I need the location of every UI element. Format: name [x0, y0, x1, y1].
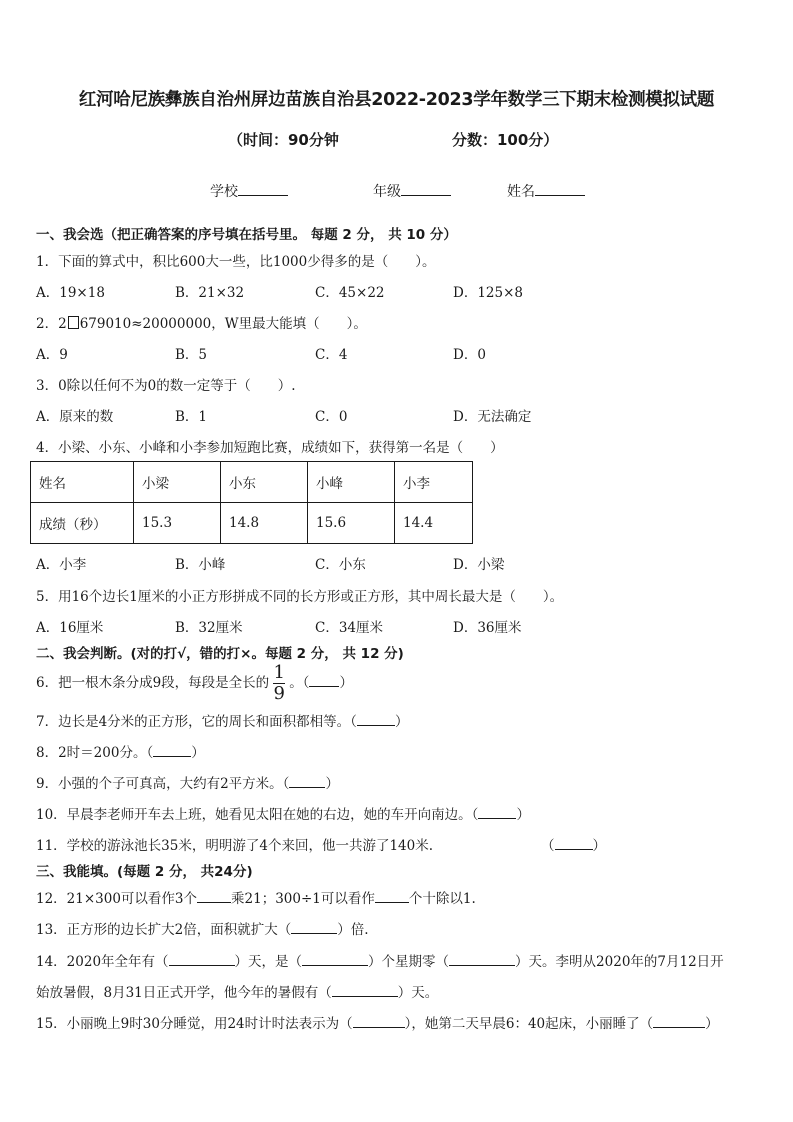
q9-answer-blank[interactable] — [289, 774, 325, 788]
q8-close: ） — [191, 745, 205, 761]
q12-text: 个十除以1. — [408, 891, 476, 907]
q1-option-c[interactable]: C．45×22 — [315, 285, 385, 301]
q4-option-a[interactable]: A．小李 — [36, 557, 87, 573]
q12-blank-2[interactable] — [375, 889, 409, 903]
school-field — [210, 181, 288, 201]
q9-text: 9．小强的个子可真高，大约有2平方米。（ — [36, 776, 290, 792]
q2-prefix: 2．2 — [36, 316, 67, 332]
q14-blank-4[interactable] — [332, 983, 398, 997]
q11-answer-blank[interactable] — [555, 836, 593, 850]
q10-text: 10．早晨李老师开车去上班，她看见太阳在她的右边，她的车开向南边。（ — [36, 807, 479, 823]
q2-suffix: 679010≈20000000，W里最大能填（ ）。 — [79, 316, 367, 332]
table-cell: 小梁 — [134, 462, 221, 503]
table-cell: 15.6 — [308, 503, 395, 544]
grade-blank[interactable] — [401, 182, 451, 196]
q3-option-d[interactable]: D．无法确定 — [453, 409, 532, 425]
q6-close: ） — [339, 675, 353, 691]
q7-close: ） — [394, 714, 409, 730]
exam-score: 分数：100分） — [452, 131, 559, 149]
q15-text: ），她第二天早晨6：40起床，小丽睡了（ — [404, 1016, 654, 1032]
q6-open: 。（ — [289, 675, 310, 691]
q10-answer-blank[interactable] — [478, 805, 516, 819]
table-cell: 小李 — [395, 462, 473, 503]
table-cell: 14.8 — [221, 503, 308, 544]
school-label: 学校 — [210, 184, 238, 200]
q1-option-b[interactable]: B．21×32 — [175, 285, 245, 301]
question-6 — [36, 664, 353, 703]
question-13 — [36, 918, 369, 938]
q7-text: 7．边长是4分米的正方形，它的周长和面积都相等。（ — [36, 714, 357, 730]
q12-text: 乘21；300÷1可以看作 — [231, 891, 375, 907]
q2-option-c[interactable]: C．4 — [315, 347, 348, 363]
q8-answer-blank[interactable] — [153, 743, 191, 757]
q11-open: （ — [541, 838, 555, 854]
question-14 — [36, 950, 724, 970]
section-1-heading: 一、我会选（把正确答案的序号填在括号里。 每题 2 分， 共 10 分） — [36, 227, 457, 243]
question-3: 3．0除以任何不为0的数一定等于（ ）. — [36, 378, 296, 394]
q3-option-c[interactable]: C．0 — [315, 409, 348, 425]
name-blank[interactable] — [535, 182, 585, 196]
q14-text: 始放暑假，8月31日正式开学，他今年的暑假有（ — [36, 985, 332, 1001]
q4-option-c[interactable]: C．小东 — [315, 557, 366, 573]
table-cell: 小东 — [221, 462, 308, 503]
q3-option-a[interactable]: A．原来的数 — [36, 409, 114, 425]
exam-title: 红河哈尼族彝族自治州屏边苗族自治县2022-2023学年数学三下期末检测模拟试题 — [78, 90, 715, 110]
question-7 — [36, 710, 408, 730]
q4-option-d[interactable]: D．小梁 — [453, 557, 505, 573]
question-1: 1．下面的算式中，积比600大一些，比1000少得多的是（ ）。 — [36, 254, 436, 270]
fraction — [273, 664, 285, 703]
q14-blank-2[interactable] — [302, 952, 368, 966]
q1-option-a[interactable]: A．19×18 — [36, 285, 105, 301]
q2-option-d[interactable]: D．0 — [453, 347, 486, 363]
results-table — [30, 461, 473, 544]
table-cell: 小峰 — [308, 462, 395, 503]
table-cell: 15.3 — [134, 503, 221, 544]
question-10 — [36, 803, 530, 823]
name-label: 姓名 — [507, 184, 535, 200]
question-11: 11．学校的游泳池长35米，明明游了4个来回，他一共游了140米. — [36, 838, 434, 854]
section-2-heading: 二、我会判断。(对的打√，错的打×。每题 2 分， 共 12 分) — [36, 646, 404, 662]
q14-text: ）天。 — [397, 985, 439, 1001]
q15-blank-1[interactable] — [353, 1014, 405, 1028]
name-field — [507, 181, 585, 201]
q3-option-b[interactable]: B．1 — [175, 409, 208, 425]
q4-option-b[interactable]: B．小峰 — [175, 557, 226, 573]
q6-answer-blank[interactable] — [309, 673, 339, 687]
question-8 — [36, 741, 205, 761]
grade-label: 年级 — [373, 184, 401, 200]
q12-text: 12．21×300可以看作3个 — [36, 891, 198, 907]
question-2 — [36, 312, 367, 332]
q15-text: 15．小丽晚上9时30分睡觉，用24时计时法表示为（ — [36, 1016, 353, 1032]
q7-answer-blank[interactable] — [357, 712, 395, 726]
table-cell: 14.4 — [395, 503, 473, 544]
table-row — [31, 503, 473, 544]
question-12 — [36, 887, 476, 907]
q14-blank-1[interactable] — [169, 952, 235, 966]
table-cell: 成绩（秒） — [31, 503, 134, 544]
q14-blank-3[interactable] — [449, 952, 515, 966]
q12-blank-1[interactable] — [197, 889, 231, 903]
blank-box-icon — [68, 316, 79, 329]
question-9 — [36, 772, 339, 792]
fraction-numerator: 1 — [273, 662, 285, 683]
q14-text: 14．2020年全年有（ — [36, 954, 169, 970]
q5-option-b[interactable]: B．32厘米 — [175, 620, 243, 636]
school-blank[interactable] — [238, 182, 288, 196]
q1-option-d[interactable]: D．125×8 — [453, 285, 523, 301]
section-3-heading: 三、我能填。(每题 2 分， 共24分) — [36, 864, 253, 880]
q2-option-b[interactable]: B．5 — [175, 347, 208, 363]
q5-option-d[interactable]: D．36厘米 — [453, 620, 522, 636]
question-15 — [36, 1012, 719, 1032]
q11-answer — [541, 834, 606, 854]
q9-close: ） — [325, 776, 339, 792]
q14-text: ）天，是（ — [234, 954, 303, 970]
table-row — [31, 462, 473, 503]
q10-close: ） — [516, 807, 530, 823]
q14-text: ）天。李明从2020年的7月12日开 — [515, 954, 724, 970]
exam-time: （时间：90分钟 — [228, 131, 339, 149]
grade-field — [373, 181, 451, 201]
question-14-cont — [36, 981, 438, 1001]
q13-blank[interactable] — [291, 920, 337, 934]
q5-option-a[interactable]: A．16厘米 — [36, 620, 104, 636]
q13-text: ）倍. — [337, 922, 369, 938]
q2-option-a[interactable]: A．9 — [36, 347, 68, 363]
fraction-denominator: 9 — [273, 683, 285, 704]
q6-text: 6．把一根木条分成9段，每段是全长的 — [36, 675, 270, 691]
q8-text: 8．2时＝200分。（ — [36, 745, 154, 761]
table-cell: 姓名 — [31, 462, 134, 503]
q14-text: ）个星期零（ — [368, 954, 450, 970]
q15-text: ） — [705, 1016, 719, 1032]
q5-option-c[interactable]: C．34厘米 — [315, 620, 384, 636]
q13-text: 13．正方形的边长扩大2倍，面积就扩大（ — [36, 922, 292, 938]
q15-blank-2[interactable] — [653, 1014, 705, 1028]
question-4: 4．小梁、小东、小峰和小李参加短跑比赛，成绩如下，获得第一名是（ ） — [36, 440, 504, 456]
question-5: 5．用16个边长1厘米的小正方形拼成不同的长方形或正方形，其中周长最大是（ ）。 — [36, 589, 564, 605]
q11-close: ） — [592, 838, 606, 854]
